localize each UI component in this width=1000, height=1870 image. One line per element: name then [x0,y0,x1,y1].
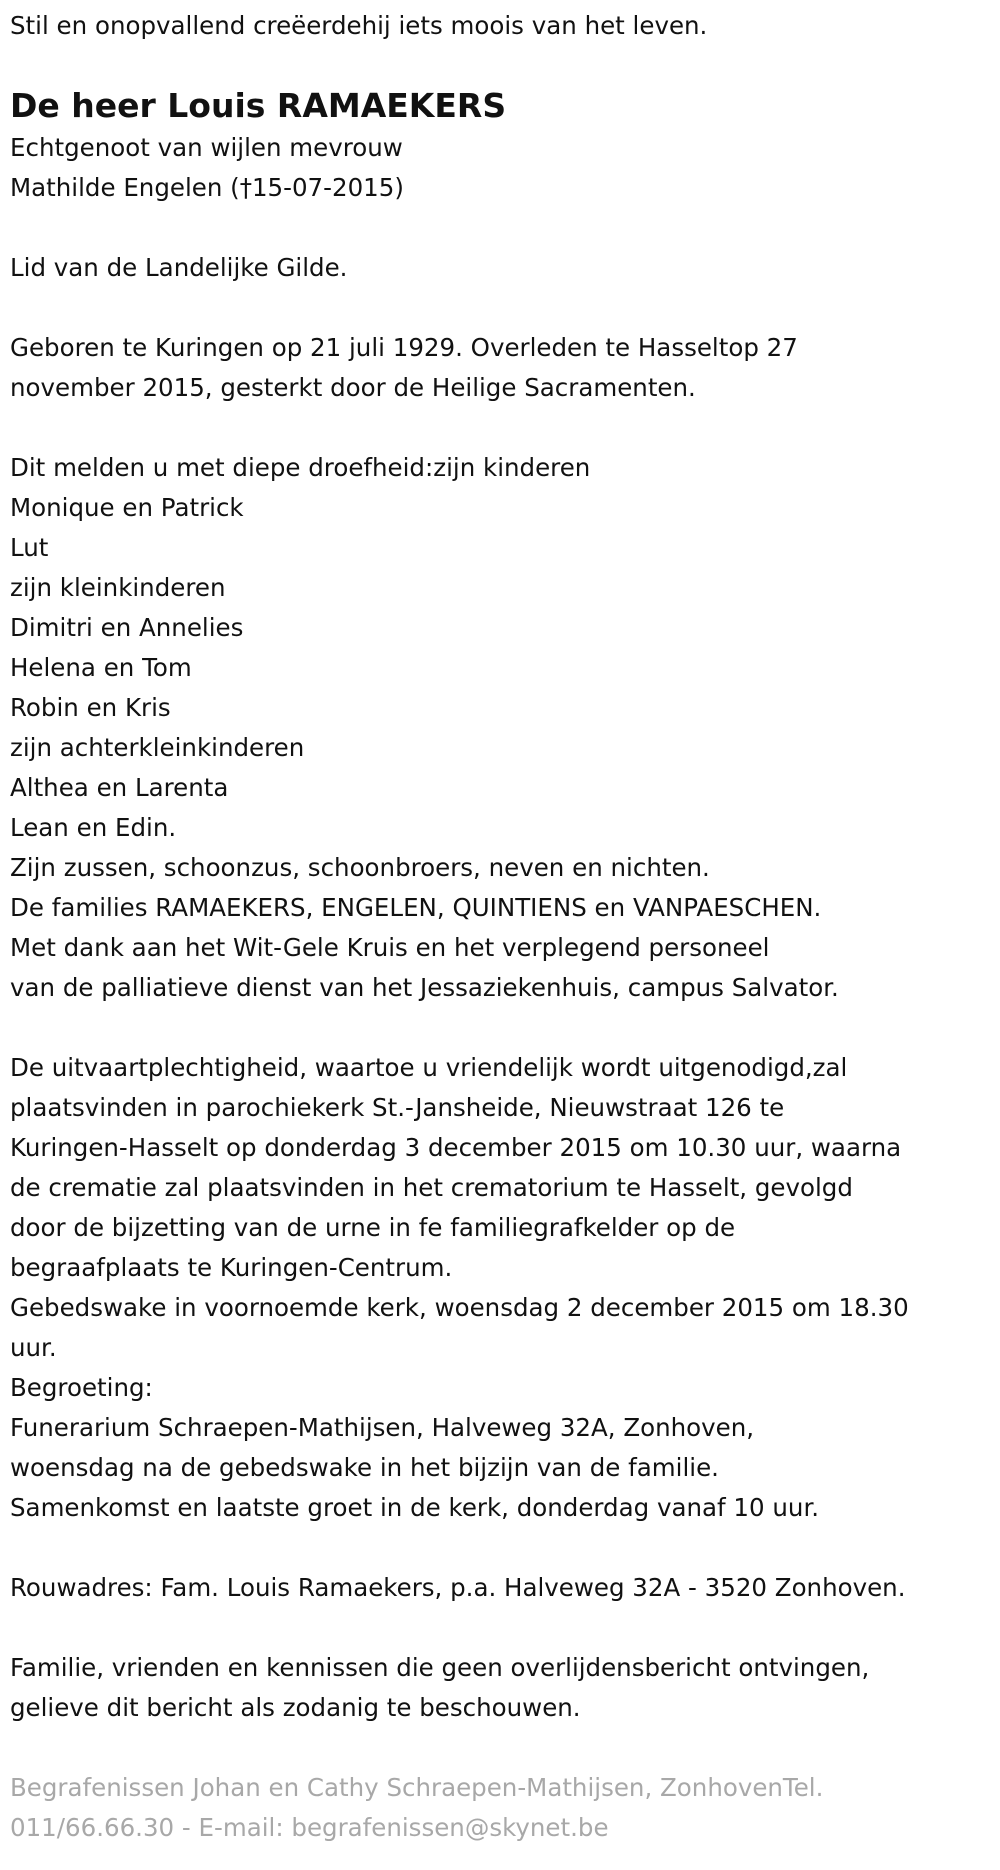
footer-line: 011/66.66.30 - E-mail: begrafenissen@skynet.be [10,1813,609,1842]
funeral-home-footer [10,1768,990,1848]
family-line: Lean en Edin. [10,813,177,842]
ceremony-line: uur. [10,1333,57,1362]
family-line: Dimitri en Annelies [10,613,244,642]
spacer [10,1528,990,1568]
spouse-block [10,128,990,208]
family-line: Helena en Tom [10,653,192,682]
spacer [10,288,990,328]
birth-death-block [10,328,990,408]
spacer [10,408,990,448]
birth-death-line: Geboren te Kuringen op 21 juli 1929. Overleden te Hasseltop 27 [10,333,798,362]
family-line: Lut [10,533,49,562]
family-line: Monique en Patrick [10,493,244,522]
notice-line: gelieve dit bericht als zodanig te beschouwen. [10,1693,581,1722]
deceased-name: De heer Louis RAMAEKERS [10,86,507,125]
family-line: Zijn zussen, schoonzus, schoonbroers, neven en nichten. [10,853,710,882]
ceremony-line: Gebedswake in voornoemde kerk, woensdag 2 december 2015 om 18.30 [10,1293,909,1322]
membership-line: Lid van de Landelijke Gilde. [10,253,348,282]
family-line: Robin en Kris [10,693,171,722]
spacer [10,1008,990,1048]
mourning-address: Rouwadres: Fam. Louis Ramaekers, p.a. Halveweg 32A - 3520 Zonhoven. [10,1573,906,1602]
spouse-line: Echtgenoot van wijlen mevrouw [10,133,403,162]
spacer [10,1728,990,1768]
family-line: Dit melden u met diepe droefheid:zijn kinderen [10,453,591,482]
footer-line: Begrafenissen Johan en Cathy Schraepen-Mathijsen, ZonhovenTel. [10,1773,824,1802]
ceremony-line: plaatsvinden in parochiekerk St.-Jansheide, Nieuwstraat 126 te [10,1093,785,1122]
ceremony-line: Samenkomst en laatste groet in de kerk, donderdag vanaf 10 uur. [10,1493,820,1522]
family-line: De families RAMAEKERS, ENGELEN, QUINTIENS en VANPAESCHEN. [10,893,822,922]
ceremony-line: de crematie zal plaatsvinden in het crematorium te Hasselt, gevolgd [10,1173,853,1202]
ceremony-line: Kuringen-Hasselt op donderdag 3 december 2015 om 10.30 uur, waarna [10,1133,902,1162]
ceremony-line: begraafplaats te Kuringen-Centrum. [10,1253,453,1282]
birth-death-line: november 2015, gesterkt door de Heilige Sacramenten. [10,373,696,402]
family-line: zijn kleinkinderen [10,573,226,602]
spacer [10,1608,990,1648]
intro-quote: Stil en onopvallend creëerdehij iets moois van het leven. [10,11,708,40]
ceremony-line: Funerarium Schraepen-Mathijsen, Halveweg 32A, Zonhoven, [10,1413,755,1442]
family-line: Althea en Larenta [10,773,229,802]
spouse-line: Mathilde Engelen (†15-07-2015) [10,173,404,202]
ceremony-line: woensdag na de gebedswake in het bijzijn van de familie. [10,1453,719,1482]
ceremony-line: De uitvaartplechtigheid, waartoe u vriendelijk wordt uitgenodigd,zal [10,1053,848,1082]
ceremony-line: door de bijzetting van de urne in fe familiegrafkelder op de [10,1213,736,1242]
family-block [10,448,990,1008]
family-line: van de palliatieve dienst van het Jessaziekenhuis, campus Salvator. [10,973,839,1002]
ceremony-line: Begroeting: [10,1373,153,1402]
family-line: Met dank aan het Wit-Gele Kruis en het verplegend personeel [10,933,770,962]
ceremony-block [10,1048,990,1528]
notice-block [10,1648,990,1728]
notice-line: Familie, vrienden en kennissen die geen overlijdensbericht ontvingen, [10,1653,870,1682]
family-line: zijn achterkleinkinderen [10,733,305,762]
spacer [10,208,990,248]
